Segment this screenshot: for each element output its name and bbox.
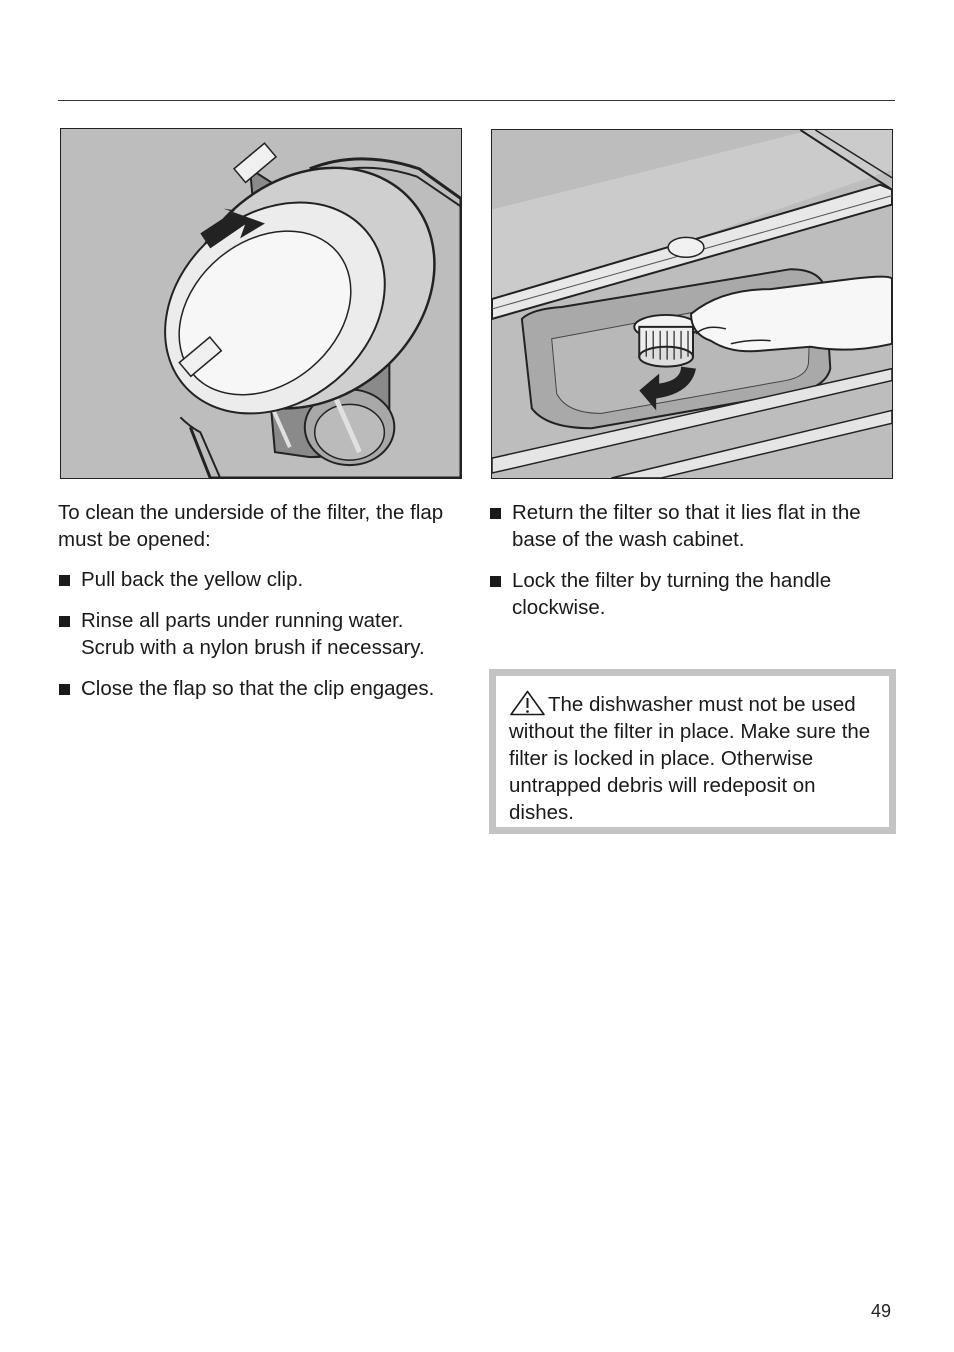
- page-number: 49: [871, 1301, 892, 1321]
- bullet-item: [58, 675, 458, 702]
- left-bullet-list: [58, 566, 458, 702]
- bullet-text: Rinse all parts under running water. Scrub with a nylon brush if necessary.: [81, 609, 425, 659]
- bullet-item: [58, 607, 458, 661]
- bullet-item: [489, 499, 894, 553]
- bullet-square-icon: [59, 684, 70, 695]
- bullet-square-icon: [490, 508, 501, 519]
- warning-box: [489, 669, 896, 834]
- bullet-text: Close the flap so that the clip engages.: [81, 677, 435, 700]
- bullet-item: [489, 567, 894, 621]
- intro-text: To clean the underside of the filter, the flap must be opened:: [58, 501, 444, 551]
- filter-insertion-illustration: [491, 129, 893, 479]
- right-bullet-list: [489, 499, 894, 621]
- left-instructions: [58, 499, 458, 716]
- warning-text: The dishwasher must not be used without the filter in place. Make sure the filter is locked in place. Otherwise untrapped debris will redeposit on dishes.: [509, 693, 871, 824]
- bullet-square-icon: [59, 575, 70, 586]
- header-rule: [58, 100, 895, 101]
- bullet-text: Return the filter so that it lies flat in the base of the wash cabinet.: [512, 501, 861, 551]
- filter-flap-illustration: [60, 128, 462, 479]
- warning-triangle-icon: [509, 690, 546, 716]
- bullet-text: Lock the filter by turning the handle clockwise.: [512, 569, 832, 619]
- right-instructions: [489, 499, 894, 635]
- bullet-square-icon: [59, 616, 70, 627]
- bullet-square-icon: [490, 576, 501, 587]
- bullet-text: Pull back the yellow clip.: [81, 568, 304, 591]
- bullet-item: [58, 566, 458, 593]
